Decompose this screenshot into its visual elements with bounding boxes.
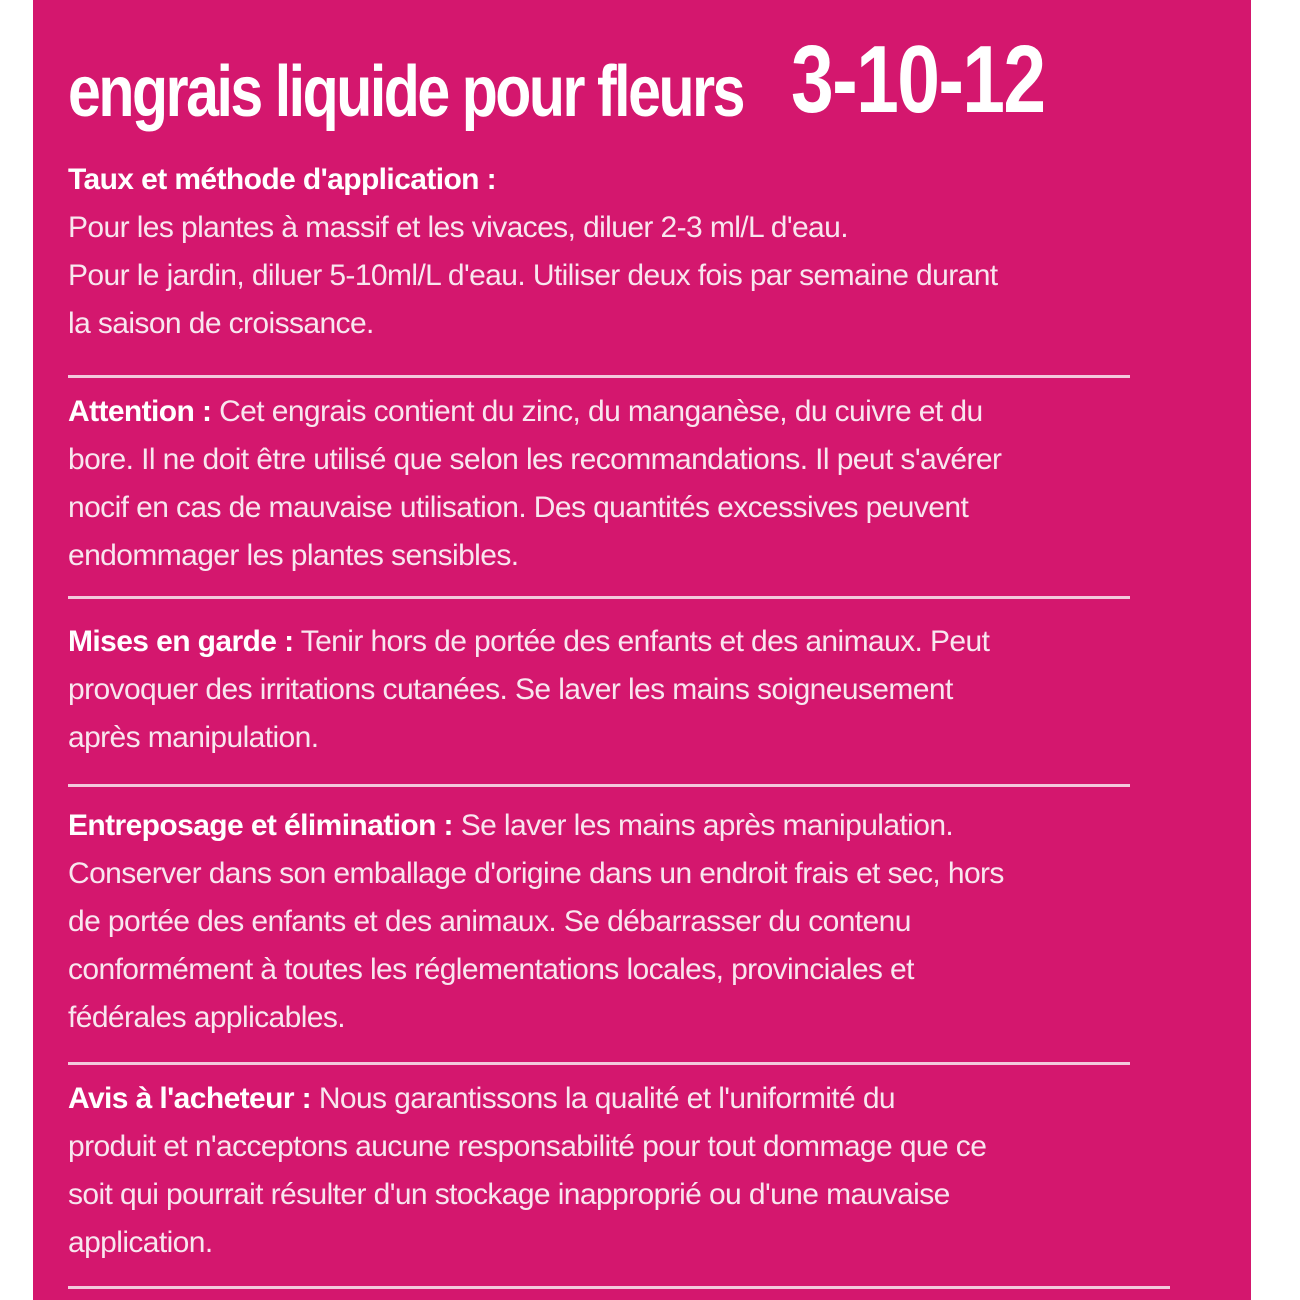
- section-line: après manipulation.: [68, 721, 319, 754]
- section-line: Conserver dans son emballage d'origine dans un endroit frais et sec, hors: [68, 857, 1004, 890]
- section-line: Pour le jardin, diluer 5-10ml/L d'eau. Utiliser deux fois par semaine durant: [68, 259, 998, 292]
- divider: [68, 596, 1130, 599]
- section-line: application.: [68, 1226, 213, 1259]
- section-line: la saison de croissance.: [68, 307, 374, 340]
- section-application: [68, 156, 1178, 348]
- section-heading: Attention :: [68, 395, 212, 428]
- section-line: endommager les plantes sensibles.: [68, 539, 519, 572]
- section-line: Cet engrais contient du zinc, du manganèse, du cuivre et du: [219, 395, 983, 428]
- section-heading: Taux et méthode d'application :: [68, 163, 497, 196]
- section-line: de portée des enfants et des animaux. Se débarrasser du contenu: [68, 905, 911, 938]
- product-title: engrais liquide pour fleurs: [68, 52, 743, 132]
- section-line: provoquer des irritations cutanées. Se laver les mains soigneusement: [68, 673, 953, 706]
- section-line: Se laver les mains après manipulation.: [460, 809, 954, 842]
- section-line: Tenir hors de portée des enfants et des animaux. Peut: [300, 625, 990, 658]
- divider: [68, 375, 1130, 378]
- section-line: bore. Il ne doit être utilisé que selon les recommandations. Il peut s'avérer: [68, 443, 1002, 476]
- section-line: nocif en cas de mauvaise utilisation. Des quantités excessives peuvent: [68, 491, 969, 524]
- divider: [68, 784, 1130, 787]
- section-heading: Entreposage et élimination :: [68, 809, 453, 842]
- section-heading: Mises en garde :: [68, 625, 294, 658]
- section-line: Nous garantissons la qualité et l'uniformité du: [318, 1082, 896, 1115]
- title-row: [68, 8, 1108, 133]
- section-line: conformément à toutes les réglementations locales, provinciales et: [68, 953, 914, 986]
- npk-ratio: 3-10-12: [791, 26, 1045, 133]
- divider: [68, 1286, 1170, 1289]
- section-line: Pour les plantes à massif et les vivaces, diluer 2-3 ml/L d'eau.: [68, 211, 848, 244]
- section-line: fédérales applicables.: [68, 1001, 345, 1034]
- section-heading: Avis à l'acheteur :: [68, 1082, 312, 1115]
- divider: [68, 1062, 1130, 1065]
- section-attention: [68, 388, 1178, 580]
- section-line: produit et n'acceptons aucune responsabilité pour tout dommage que ce: [68, 1130, 987, 1163]
- section-buyer-notice: [68, 1075, 1178, 1267]
- section-storage: [68, 802, 1178, 1042]
- section-line: soit qui pourrait résulter d'un stockage inapproprié ou d'une mauvaise: [68, 1178, 950, 1211]
- section-warnings: [68, 618, 1178, 762]
